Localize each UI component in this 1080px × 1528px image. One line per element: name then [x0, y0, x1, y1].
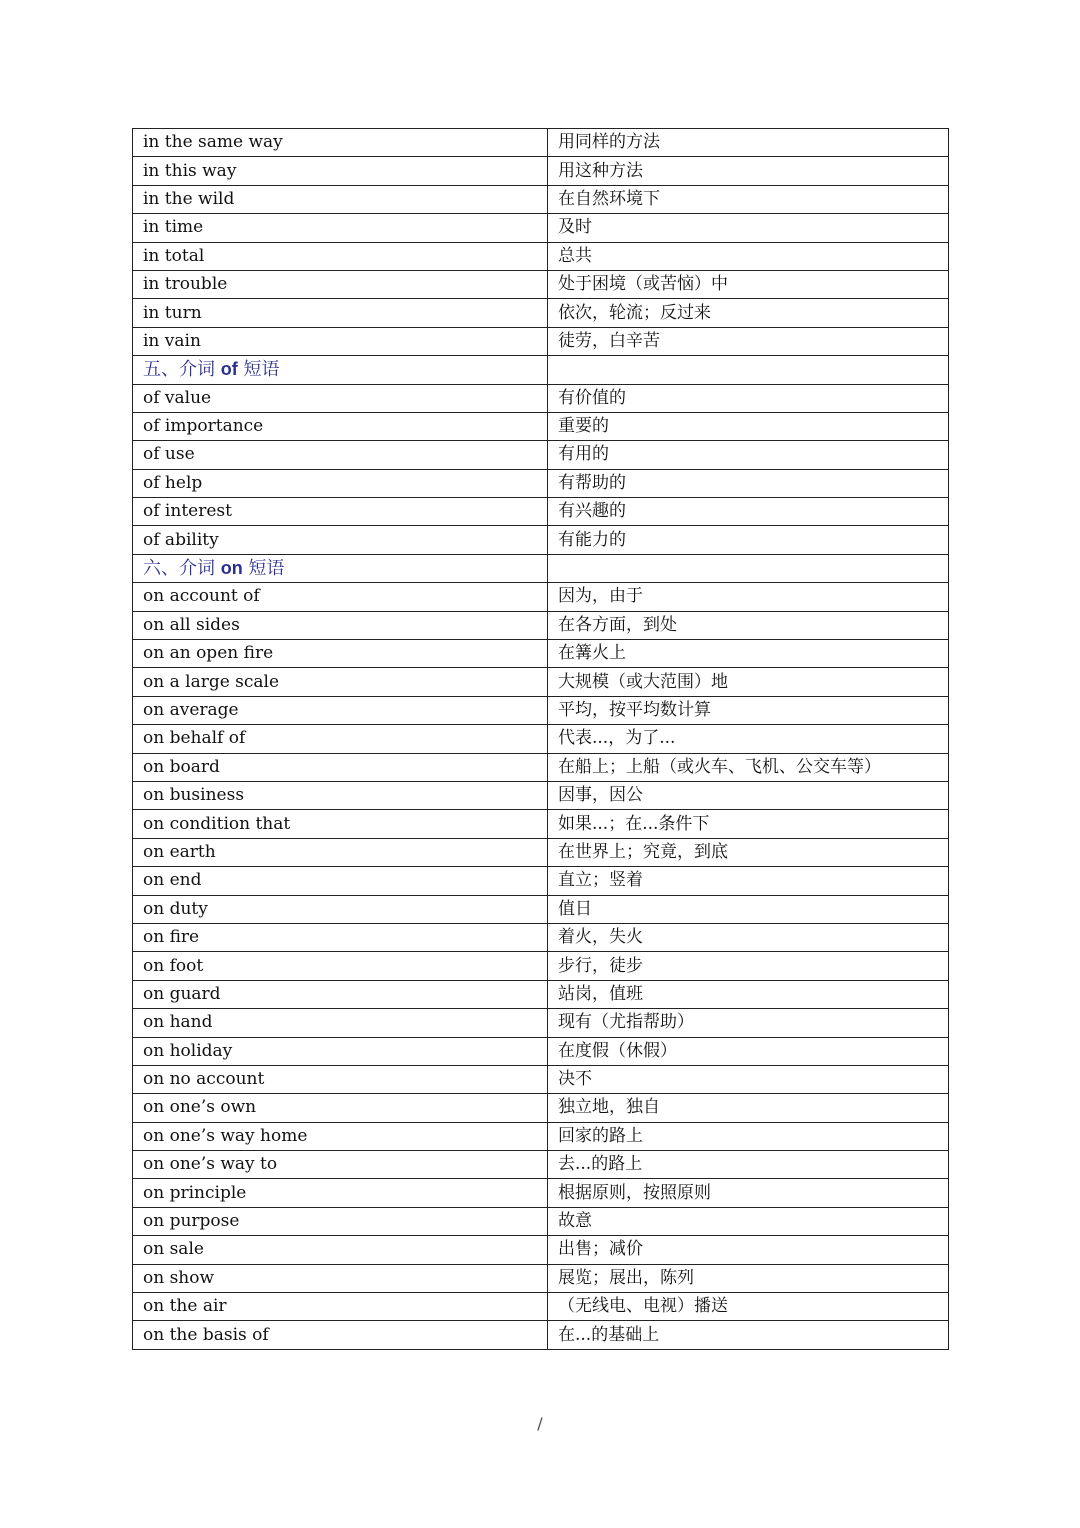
table-row	[133, 753, 949, 781]
phrase-cell: on guard	[133, 980, 548, 1008]
phrase-cell: on business	[133, 781, 548, 809]
meaning-cell: 独立地，独自	[548, 1094, 949, 1122]
meaning-cell: 如果...；在...条件下	[548, 810, 949, 838]
phrase-cell: on account of	[133, 583, 548, 611]
table-row	[133, 895, 949, 923]
table-row	[133, 185, 949, 213]
table-row	[133, 668, 949, 696]
table-row	[133, 157, 949, 185]
phrase-cell: on no account	[133, 1065, 548, 1093]
meaning-cell: 平均，按平均数计算	[548, 696, 949, 724]
meaning-cell: 有价值的	[548, 384, 949, 412]
phrase-cell: on hand	[133, 1009, 548, 1037]
meaning-cell: 用这种方法	[548, 157, 949, 185]
phrase-table	[132, 128, 949, 1350]
meaning-cell: 着火，失火	[548, 923, 949, 951]
phrase-cell: on show	[133, 1264, 548, 1292]
meaning-cell: 因事，因公	[548, 781, 949, 809]
phrase-cell: on one’s way home	[133, 1122, 548, 1150]
table-row	[133, 299, 949, 327]
section-heading-suffix: 短语	[237, 359, 280, 381]
meaning-cell: 现有（尤指帮助）	[548, 1009, 949, 1037]
meaning-cell: 在船上；上船（或火车、飞机、公交车等）	[548, 753, 949, 781]
phrase-cell: on fire	[133, 923, 548, 951]
table-row	[133, 1293, 949, 1321]
table-row	[133, 1151, 949, 1179]
meaning-cell: 代表...，为了...	[548, 725, 949, 753]
table-row	[133, 1264, 949, 1292]
table-row	[133, 1009, 949, 1037]
meaning-cell: 有兴趣的	[548, 498, 949, 526]
phrase-table-body	[133, 129, 949, 1350]
table-row	[133, 838, 949, 866]
meaning-cell: 在各方面，到处	[548, 611, 949, 639]
phrase-cell: on duty	[133, 895, 548, 923]
phrase-cell: in the wild	[133, 185, 548, 213]
table-row	[133, 1179, 949, 1207]
table-row	[133, 384, 949, 412]
phrase-cell: on sale	[133, 1236, 548, 1264]
table-row	[133, 1037, 949, 1065]
section-heading-empty-cell	[548, 554, 949, 582]
table-row	[133, 1236, 949, 1264]
section-heading-prefix: 六、介词	[143, 558, 221, 580]
phrase-cell: on average	[133, 696, 548, 724]
page-footer: /	[537, 1414, 543, 1433]
meaning-cell: 依次，轮流；反过来	[548, 299, 949, 327]
phrase-cell: on the air	[133, 1293, 548, 1321]
table-row	[133, 867, 949, 895]
table-row	[133, 611, 949, 639]
phrase-cell: on an open fire	[133, 640, 548, 668]
phrase-cell: of use	[133, 441, 548, 469]
meaning-cell: 在...的基础上	[548, 1321, 949, 1349]
table-row	[133, 1321, 949, 1349]
table-row	[133, 327, 949, 355]
table-row	[133, 583, 949, 611]
table-row	[133, 526, 949, 554]
phrase-cell: in the same way	[133, 129, 548, 157]
meaning-cell: 值日	[548, 895, 949, 923]
phrase-cell: on foot	[133, 952, 548, 980]
phrase-cell: on board	[133, 753, 548, 781]
meaning-cell: 有帮助的	[548, 469, 949, 497]
section-heading-prefix: 五、介词	[143, 359, 221, 381]
section-heading-row	[133, 356, 949, 384]
table-row	[133, 270, 949, 298]
phrase-cell: on condition that	[133, 810, 548, 838]
meaning-cell: 用同样的方法	[548, 129, 949, 157]
table-row	[133, 1122, 949, 1150]
meaning-cell: 重要的	[548, 412, 949, 440]
meaning-cell: 及时	[548, 214, 949, 242]
phrase-cell: on end	[133, 867, 548, 895]
meaning-cell: 去...的路上	[548, 1151, 949, 1179]
table-row	[133, 242, 949, 270]
phrase-cell: on purpose	[133, 1207, 548, 1235]
phrase-cell: on one’s way to	[133, 1151, 548, 1179]
table-row	[133, 952, 949, 980]
meaning-cell: 在度假（休假）	[548, 1037, 949, 1065]
meaning-cell: 因为，由于	[548, 583, 949, 611]
phrase-cell: of value	[133, 384, 548, 412]
section-heading-suffix: 短语	[242, 558, 285, 580]
table-row	[133, 1094, 949, 1122]
phrase-cell: of ability	[133, 526, 548, 554]
table-row	[133, 980, 949, 1008]
phrase-cell: in trouble	[133, 270, 548, 298]
table-row	[133, 441, 949, 469]
phrase-cell: on one’s own	[133, 1094, 548, 1122]
meaning-cell: 展览；展出，陈列	[548, 1264, 949, 1292]
table-row	[133, 810, 949, 838]
meaning-cell: 有用的	[548, 441, 949, 469]
meaning-cell: 在自然环境下	[548, 185, 949, 213]
meaning-cell: 总共	[548, 242, 949, 270]
table-row	[133, 1207, 949, 1235]
section-heading	[133, 356, 548, 384]
meaning-cell: 步行，徒步	[548, 952, 949, 980]
section-heading-keyword: on	[220, 558, 243, 579]
section-heading	[133, 554, 548, 582]
meaning-cell: 有能力的	[548, 526, 949, 554]
section-heading-empty-cell	[548, 356, 949, 384]
meaning-cell: 故意	[548, 1207, 949, 1235]
table-row	[133, 214, 949, 242]
table-row	[133, 923, 949, 951]
table-row	[133, 412, 949, 440]
meaning-cell: 根据原则，按照原则	[548, 1179, 949, 1207]
phrase-cell: of interest	[133, 498, 548, 526]
table-row	[133, 1065, 949, 1093]
phrase-cell: on behalf of	[133, 725, 548, 753]
phrase-cell: on all sides	[133, 611, 548, 639]
meaning-cell: 直立；竖着	[548, 867, 949, 895]
phrase-cell: on holiday	[133, 1037, 548, 1065]
meaning-cell: 决不	[548, 1065, 949, 1093]
meaning-cell: 处于困境（或苦恼）中	[548, 270, 949, 298]
table-row	[133, 696, 949, 724]
phrase-cell: on principle	[133, 1179, 548, 1207]
phrase-cell: in this way	[133, 157, 548, 185]
meaning-cell: 回家的路上	[548, 1122, 949, 1150]
phrase-cell: on the basis of	[133, 1321, 548, 1349]
table-row	[133, 781, 949, 809]
phrase-cell: of help	[133, 469, 548, 497]
phrase-cell: of importance	[133, 412, 548, 440]
section-heading-row	[133, 554, 949, 582]
section-heading-keyword: of	[220, 359, 238, 380]
meaning-cell: 大规模（或大范围）地	[548, 668, 949, 696]
meaning-cell: （无线电、电视）播送	[548, 1293, 949, 1321]
table-row	[133, 498, 949, 526]
table-row	[133, 469, 949, 497]
phrase-cell: on a large scale	[133, 668, 548, 696]
phrase-cell: in vain	[133, 327, 548, 355]
phrase-cell: in time	[133, 214, 548, 242]
table-row	[133, 129, 949, 157]
meaning-cell: 徒劳，白辛苦	[548, 327, 949, 355]
table-row	[133, 725, 949, 753]
phrase-cell: on earth	[133, 838, 548, 866]
meaning-cell: 在篝火上	[548, 640, 949, 668]
phrase-cell: in turn	[133, 299, 548, 327]
meaning-cell: 站岗，值班	[548, 980, 949, 1008]
meaning-cell: 出售；减价	[548, 1236, 949, 1264]
phrase-cell: in total	[133, 242, 548, 270]
meaning-cell: 在世界上；究竟，到底	[548, 838, 949, 866]
table-row	[133, 640, 949, 668]
